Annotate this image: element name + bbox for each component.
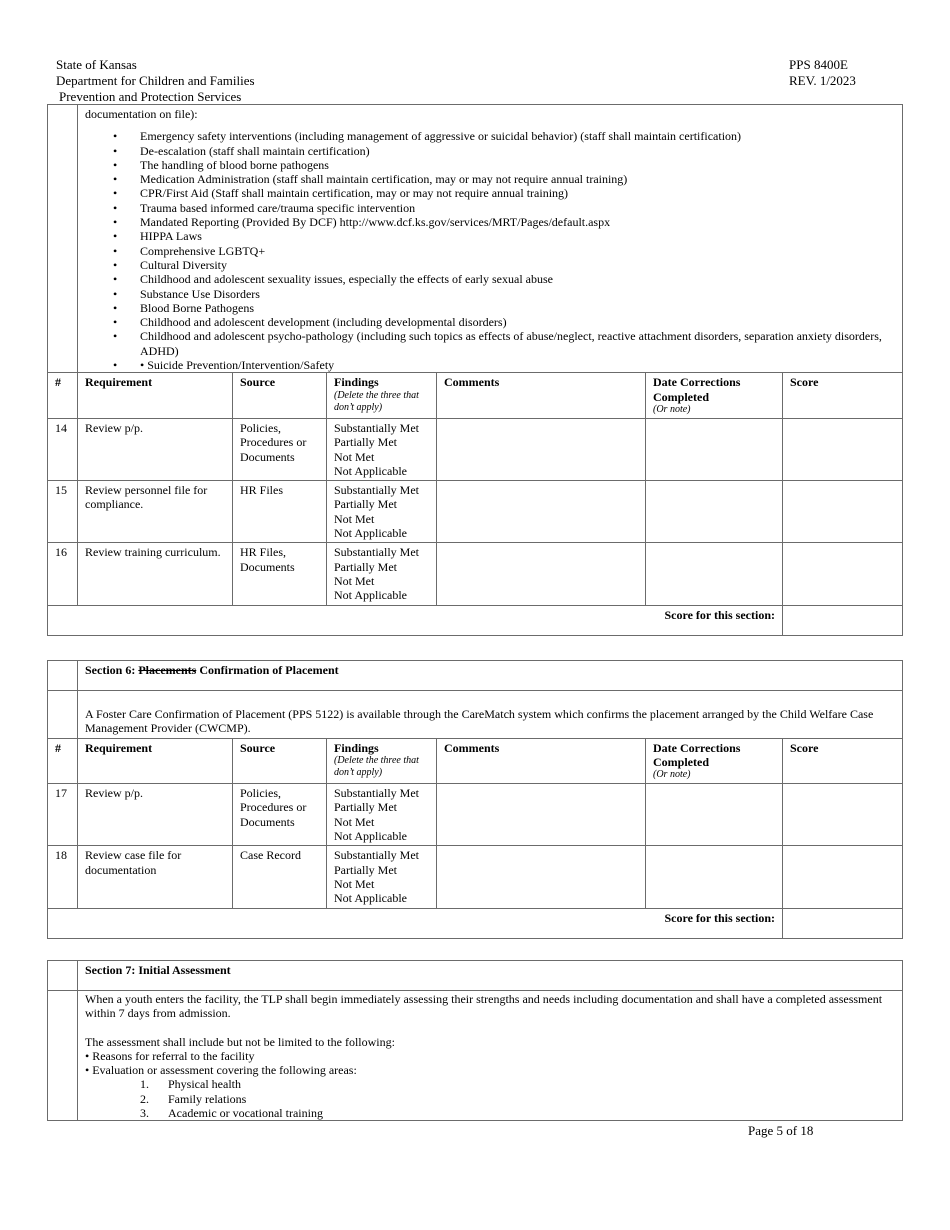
list-item: • Substance Use Disorders [85, 287, 895, 301]
col-requirement-header: Requirement [78, 373, 233, 419]
list-item: • The handling of blood borne pathogens [85, 158, 895, 172]
table-row [48, 418, 903, 480]
findings-header-note: (Delete the three that don’t apply) [334, 389, 419, 413]
list-item: • CPR/First Aid (Staff shall maintain certification, may or may not require annual training) [85, 186, 895, 200]
row-comments[interactable] [437, 418, 646, 480]
row-findings[interactable] [327, 418, 437, 480]
finding-option: Not Met [334, 573, 375, 588]
area-text: Family relations [168, 1091, 247, 1106]
list-item: • Emergency safety interventions (including management of aggressive or suicidal behavior) (staff shall maintain certification) [85, 129, 895, 143]
date-header-note: (Or note) [653, 769, 691, 781]
section6-table [47, 660, 903, 939]
table-row [48, 784, 903, 846]
row-score[interactable] [783, 543, 903, 605]
finding-option: Substantially Met [334, 786, 419, 801]
list-item [85, 1092, 895, 1106]
header-right [789, 57, 856, 89]
finding-option: Not Applicable [334, 463, 407, 478]
area-number: 2. [140, 1091, 149, 1106]
row-source: Case Record [233, 846, 327, 908]
row-score[interactable] [783, 846, 903, 908]
row-requirement: Review case file for documentation [78, 846, 233, 908]
page-number: Page 5 of 18 [748, 1123, 814, 1138]
row-source: HR Files, Documents [233, 543, 327, 605]
row-num: 14 [48, 418, 78, 480]
section5-intro-row [48, 105, 903, 373]
list-item: • Blood Borne Pathogens [85, 301, 895, 315]
finding-option: Substantially Met [334, 483, 419, 498]
row-findings[interactable] [327, 543, 437, 605]
section6-score-row [48, 908, 903, 938]
row-num: 16 [48, 543, 78, 605]
section7-title-row [48, 961, 903, 991]
row-comments[interactable] [437, 846, 646, 908]
section6-description-row [48, 691, 903, 739]
list-item [85, 1077, 895, 1091]
row-date[interactable] [646, 481, 783, 543]
row-score[interactable] [783, 481, 903, 543]
finding-option: Not Met [334, 814, 375, 829]
list-item: • Childhood and adolescent sexuality issues, especially the effects of early sexual abuse [85, 272, 895, 286]
section6-title-rest: Confirmation of Placement [196, 663, 339, 677]
row-date[interactable] [646, 784, 783, 846]
row-findings[interactable] [327, 784, 437, 846]
section7-paragraph-1: When a youth enters the facility, the TLP shall begin immediately assessing their strengths and needs including documentation and shall have a completed assessment within 7 days from admission. [85, 992, 883, 1021]
col-requirement-header: Requirement [78, 738, 233, 784]
form-number: PPS 8400E [789, 57, 848, 72]
row-requirement: Review p/p. [78, 784, 233, 846]
list-item: • De-escalation (staff shall maintain certification) [85, 144, 895, 158]
list-item: • Mandated Reporting (Provided By DCF) http://www.dcf.ks.gov/services/MRT/Pages/default.aspx [85, 215, 895, 229]
col-score-header: Score [783, 738, 903, 784]
finding-option: Substantially Met [334, 848, 419, 863]
section7-body [78, 991, 903, 1121]
list-item [85, 1106, 895, 1120]
finding-option: Not Met [334, 511, 375, 526]
header-division: Prevention and Protection Services [59, 89, 242, 104]
list-item: • Trauma based informed care/trauma specific intervention [85, 201, 895, 215]
section5-training-list-cell [78, 105, 903, 373]
finding-option: Partially Met [334, 497, 397, 512]
finding-option: Partially Met [334, 800, 397, 815]
section6-title-prefix: Section 6: [85, 663, 139, 677]
form-revision: REV. 1/2023 [789, 73, 856, 88]
header-department: Department for Children and Families [56, 73, 255, 88]
row-source: HR Files [233, 481, 327, 543]
col-source-header: Source [233, 373, 327, 419]
row-findings[interactable] [327, 481, 437, 543]
col-num-header: # [48, 373, 78, 419]
section7-title: Section 7: Initial Assessment [78, 961, 903, 991]
finding-option: Partially Met [334, 559, 397, 574]
row-comments[interactable] [437, 784, 646, 846]
row-num: 15 [48, 481, 78, 543]
section7-table [47, 960, 903, 1121]
findings-header-label: Findings [334, 375, 379, 390]
list-item: • Cultural Diversity [85, 258, 895, 272]
row-comments[interactable] [437, 543, 646, 605]
list-item: • Comprehensive LGBTQ+ [85, 244, 895, 258]
finding-option: Not Met [334, 876, 375, 891]
finding-option: Partially Met [334, 862, 397, 877]
area-number: 1. [140, 1077, 149, 1092]
table-row [48, 846, 903, 908]
col-findings-header [327, 373, 437, 419]
section7-paragraph-2: The assessment shall include but not be limited to the following: [85, 1034, 395, 1049]
row-date[interactable] [646, 543, 783, 605]
col-date-header [646, 373, 783, 419]
list-item: • HIPPA Laws [85, 229, 895, 243]
finding-option: Partially Met [334, 435, 397, 450]
col-num-header: # [48, 738, 78, 784]
row-requirement: Review training curriculum. [78, 543, 233, 605]
training-topics-list [85, 129, 895, 372]
row-source: Policies, Procedures or Documents [233, 418, 327, 480]
section5-score-row [48, 605, 903, 635]
section6-score-label: Score for this section: [48, 908, 783, 938]
section7-bullet-2: • Evaluation or assessment covering the following areas: [85, 1063, 357, 1078]
finding-option: Substantially Met [334, 545, 419, 560]
finding-option: Not Met [334, 449, 375, 464]
finding-option: Not Applicable [334, 526, 407, 541]
finding-option: Not Applicable [334, 891, 407, 906]
section5-score-label: Score for this section: [48, 605, 783, 635]
col-findings-header [327, 738, 437, 784]
row-num: 18 [48, 846, 78, 908]
area-text: Physical health [168, 1077, 241, 1092]
col-date-header [646, 738, 783, 784]
section6-description: A Foster Care Confirmation of Placement (PPS 5122) is available through the CareMatch system which confirms the placement arranged by the Child Welfare Case Management Provider (CWCMP). [78, 691, 903, 739]
section5-table [47, 104, 903, 636]
finding-option: Not Applicable [334, 829, 407, 844]
findings-header-label: Findings [334, 740, 379, 755]
col-score-header: Score [783, 373, 903, 419]
section6-score-value[interactable] [783, 908, 903, 938]
list-item: • Childhood and adolescent psycho-pathology (including such topics as effects of abuse/neglect, reactive attachment disorders, separation anxiety disorders, ADHD) [85, 329, 895, 358]
table-row [48, 543, 903, 605]
list-item: • Childhood and adolescent development (including developmental disorders) [85, 315, 895, 329]
section5-score-value[interactable] [783, 605, 903, 635]
row-findings[interactable] [327, 846, 437, 908]
col-comments-header: Comments [437, 738, 646, 784]
list-item: • Medication Administration (staff shall maintain certification, may or may not require annual training) [85, 172, 895, 186]
row-requirement: Review p/p. [78, 418, 233, 480]
header-left [56, 57, 255, 105]
section7-body-row [48, 991, 903, 1121]
area-number: 3. [140, 1106, 149, 1121]
row-score[interactable] [783, 784, 903, 846]
col-source-header: Source [233, 738, 327, 784]
date-header-label: Date Corrections Completed [653, 740, 741, 769]
date-header-label: Date Corrections Completed [653, 375, 741, 404]
row-date[interactable] [646, 418, 783, 480]
list-item: • • Suicide Prevention/Intervention/Safety [85, 358, 895, 372]
assessment-areas-list [85, 1077, 895, 1120]
area-text: Academic or vocational training [168, 1106, 323, 1121]
section5-continued-text: documentation on file): [85, 107, 198, 121]
section6-title-struck: Placements [138, 663, 197, 677]
row-requirement: Review personnel file for compliance. [78, 481, 233, 543]
section5-column-header-row [48, 373, 903, 419]
row-score[interactable] [783, 418, 903, 480]
row-comments[interactable] [437, 481, 646, 543]
row-date[interactable] [646, 846, 783, 908]
row-num: 17 [48, 784, 78, 846]
date-header-note: (Or note) [653, 403, 691, 415]
finding-option: Not Applicable [334, 588, 407, 603]
section6-column-header-row [48, 738, 903, 784]
findings-header-note: (Delete the three that don’t apply) [334, 754, 419, 778]
finding-option: Substantially Met [334, 420, 419, 435]
col-comments-header: Comments [437, 373, 646, 419]
section7-bullet-1: • Reasons for referral to the facility [85, 1048, 255, 1063]
section6-title [78, 661, 903, 691]
row-source: Policies, Procedures or Documents [233, 784, 327, 846]
section6-title-row [48, 661, 903, 691]
table-row [48, 481, 903, 543]
header-state: State of Kansas [56, 57, 137, 72]
